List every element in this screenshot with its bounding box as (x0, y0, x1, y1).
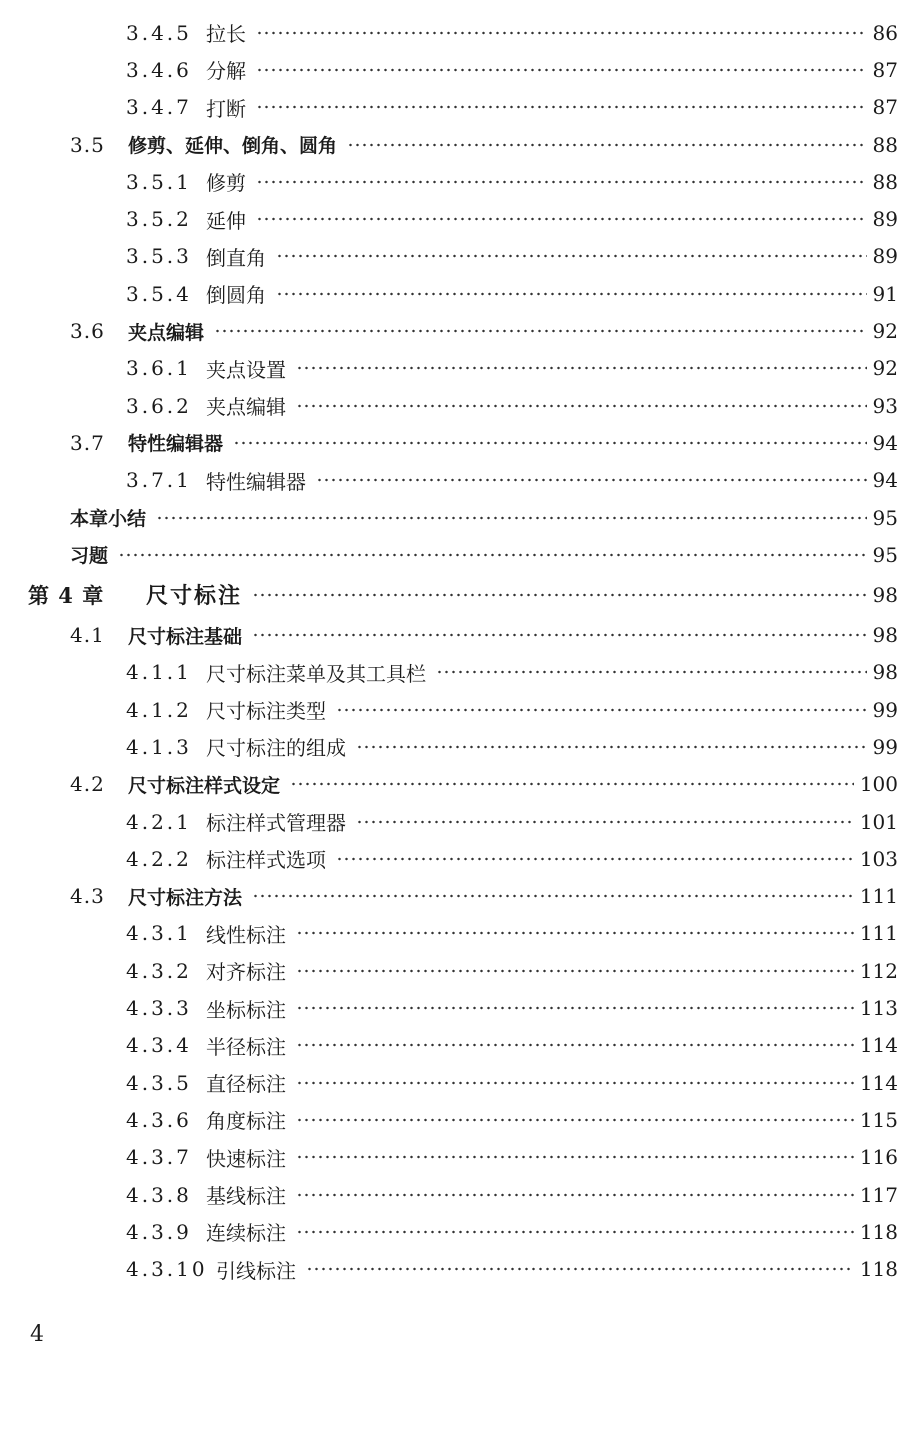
toc-entry-title: 修剪 (206, 171, 246, 196)
toc-entry[interactable] (0, 691, 920, 728)
toc-entry-page: 94 (872, 430, 898, 455)
toc-entry-page: 117 (859, 1182, 898, 1207)
toc-entry-number: 3.6 (70, 319, 105, 344)
toc-entry-title: 快速标注 (206, 1146, 286, 1171)
toc-entry-number: 4.1 (70, 623, 105, 648)
toc-entry-page: 112 (859, 958, 898, 983)
toc-entry-page: 99 (872, 697, 898, 722)
toc-entry-title: 对齐标注 (206, 960, 286, 985)
dot-leader (156, 516, 867, 520)
toc-entry-title: 修剪、延伸、倒角、圆角 (128, 135, 338, 158)
dot-leader (290, 782, 854, 786)
dot-leader (296, 1043, 854, 1047)
toc-entry[interactable] (0, 424, 920, 461)
toc-entry-title: 标注样式管理器 (206, 811, 346, 836)
dot-leader (276, 254, 867, 258)
toc-entry-number: 3.6.1 (126, 356, 192, 381)
toc-entry-number: 4.3 (70, 884, 105, 909)
dot-leader (296, 1081, 854, 1085)
dot-leader (296, 1193, 854, 1197)
toc-entry-number: 3.6.2 (126, 393, 192, 418)
toc-entry[interactable] (0, 14, 920, 51)
toc-entry-number: 3.7.1 (126, 468, 192, 493)
toc-entry-title: 尺寸标注基础 (128, 625, 243, 648)
toc-entry[interactable] (0, 1213, 920, 1250)
toc-entry[interactable] (0, 728, 920, 765)
toc-entry-page: 92 (872, 319, 898, 344)
toc-entry-page: 101 (859, 809, 898, 834)
toc-entry-number: 4.3.3 (126, 996, 192, 1021)
dot-leader (356, 745, 867, 749)
toc-entry-page: 111 (859, 884, 898, 909)
toc-entry[interactable] (0, 536, 920, 573)
toc-entry-title: 夹点设置 (206, 357, 286, 382)
dot-leader (296, 404, 867, 408)
toc-entry-number: 3.4.5 (126, 20, 192, 45)
toc-entry-page: 95 (872, 505, 898, 530)
toc-entry[interactable] (0, 462, 920, 499)
toc-entry-title: 分解 (206, 59, 246, 84)
toc-entry-number: 4.3.5 (126, 1070, 192, 1095)
toc-entry[interactable] (0, 766, 920, 803)
toc-entry-page: 93 (872, 393, 898, 418)
toc-entry-title: 特性编辑器 (206, 469, 306, 494)
toc-entry-title: 直径标注 (206, 1072, 286, 1097)
toc-entry-page: 100 (859, 772, 898, 797)
toc-entry[interactable] (0, 654, 920, 691)
toc-entry-page: 116 (859, 1145, 898, 1170)
toc-entry-title: 尺寸标注类型 (206, 699, 326, 724)
toc-entry[interactable] (0, 275, 920, 312)
dot-leader (256, 180, 867, 184)
toc-entry-number: 3.4.7 (126, 95, 192, 120)
toc-entry[interactable] (0, 1176, 920, 1213)
toc-entry[interactable] (0, 1101, 920, 1138)
dot-leader (214, 329, 867, 333)
toc-entry-number: 4.3.10 (126, 1257, 208, 1282)
toc-entry[interactable] (0, 51, 920, 88)
toc-entry[interactable] (0, 387, 920, 424)
toc-entry-page: 118 (859, 1219, 898, 1244)
toc-entry-page: 89 (872, 244, 898, 269)
dot-leader (118, 553, 867, 557)
toc-entry[interactable] (0, 312, 920, 349)
toc-entry-page: 113 (859, 996, 898, 1021)
toc-entry[interactable] (0, 350, 920, 387)
toc-entry-page: 89 (872, 207, 898, 232)
toc-entry-page: 91 (872, 281, 898, 306)
toc-entry-title: 线性标注 (206, 922, 286, 947)
toc-entry-number: 3.5.2 (126, 207, 192, 232)
toc-entry-title: 尺寸标注菜单及其工具栏 (206, 661, 426, 686)
toc-entry-title: 夹点编辑 (206, 395, 286, 420)
dot-leader (316, 478, 867, 482)
toc-entry-number: 4.3.7 (126, 1145, 192, 1170)
toc-entry-page: 98 (872, 582, 898, 607)
toc-entry[interactable] (0, 238, 920, 275)
toc-entry-title: 延伸 (206, 208, 246, 233)
toc-entry-page: 87 (872, 57, 898, 82)
dot-leader (233, 441, 867, 445)
toc-entry-number: 4.1.1 (126, 660, 192, 685)
toc-entry-number: 4.2.2 (126, 846, 192, 871)
toc-entry-number: 3.5.1 (126, 169, 192, 194)
toc-entry-page: 111 (859, 921, 898, 946)
toc-entry[interactable] (0, 499, 920, 536)
toc-entry-number: 4.3.8 (126, 1182, 192, 1207)
table-of-contents (0, 14, 920, 1288)
toc-entry-page: 86 (872, 20, 898, 45)
toc-entry-title: 夹点编辑 (128, 321, 205, 344)
dot-leader (296, 931, 854, 935)
dot-leader (356, 820, 854, 824)
toc-entry-number: 4.1.2 (126, 697, 192, 722)
toc-entry-title: 倒圆角 (206, 283, 266, 308)
dot-leader (296, 1230, 854, 1234)
toc-entry-title: 倒直角 (206, 245, 266, 270)
toc-entry-page: 88 (872, 132, 898, 157)
toc-entry-title: 习题 (70, 545, 109, 568)
dot-leader (296, 1155, 854, 1159)
toc-entry-number: 3.5.3 (126, 244, 192, 269)
toc-entry[interactable] (0, 126, 920, 163)
dot-leader (252, 593, 867, 597)
toc-entry[interactable] (0, 163, 920, 200)
toc-entry[interactable] (0, 952, 920, 989)
toc-entry[interactable] (0, 989, 920, 1026)
toc-entry-page: 118 (859, 1257, 898, 1282)
toc-entry-title: 引线标注 (216, 1258, 296, 1283)
toc-entry-page: 99 (872, 734, 898, 759)
dot-leader (276, 292, 867, 296)
toc-entry[interactable] (0, 1027, 920, 1064)
toc-entry-title: 特性编辑器 (128, 433, 224, 456)
toc-entry-page: 88 (872, 169, 898, 194)
toc-entry[interactable] (0, 200, 920, 237)
dot-leader (296, 969, 854, 973)
toc-entry-page: 114 (859, 1070, 898, 1095)
toc-entry-title: 打断 (206, 96, 246, 121)
dot-leader (256, 105, 867, 109)
toc-entry-title: 尺寸标注的组成 (206, 736, 346, 761)
toc-entry-title: 半径标注 (206, 1034, 286, 1059)
toc-entry-number: 第 4 章 (28, 582, 105, 608)
toc-entry-page: 115 (859, 1107, 898, 1132)
toc-entry-page: 95 (872, 542, 898, 567)
toc-entry[interactable] (0, 1064, 920, 1101)
dot-leader (336, 708, 867, 712)
dot-leader (252, 894, 854, 898)
toc-entry-title: 拉长 (206, 22, 246, 47)
dot-leader (252, 633, 867, 637)
toc-entry-number: 4.3.4 (126, 1033, 192, 1058)
toc-entry-number: 4.1.3 (126, 734, 192, 759)
dot-leader (296, 366, 867, 370)
toc-entry-number: 4.2 (70, 772, 105, 797)
toc-entry-number: 3.7 (70, 430, 105, 455)
toc-entry-number: 3.5.4 (126, 281, 192, 306)
toc-entry-title: 尺寸标注 (146, 583, 243, 610)
toc-entry[interactable] (0, 1139, 920, 1176)
toc-entry-title: 尺寸标注方法 (128, 886, 243, 909)
toc-entry[interactable] (0, 840, 920, 877)
toc-entry-title: 本章小结 (70, 508, 147, 530)
toc-entry-title: 尺寸标注样式设定 (128, 774, 281, 797)
toc-entry[interactable] (0, 803, 920, 840)
toc-entry[interactable] (0, 1251, 920, 1288)
toc-entry-page: 98 (872, 660, 898, 685)
toc-entry-number: 3.5 (70, 132, 105, 157)
dot-leader (256, 217, 867, 221)
toc-entry[interactable] (0, 573, 920, 616)
toc-entry-page: 98 (872, 623, 898, 648)
toc-entry-number: 3.4.6 (126, 57, 192, 82)
toc-entry-number: 4.3.1 (126, 921, 192, 946)
toc-entry-title: 标注样式选项 (206, 848, 326, 873)
toc-entry-number: 4.2.1 (126, 809, 192, 834)
toc-entry-number: 4.3.9 (126, 1219, 192, 1244)
toc-entry-title: 基线标注 (206, 1184, 286, 1209)
toc-entry[interactable] (0, 915, 920, 952)
dot-leader (296, 1118, 854, 1122)
toc-entry-number: 4.3.6 (126, 1107, 192, 1132)
dot-leader (336, 857, 854, 861)
dot-leader (347, 143, 867, 147)
toc-entry-number: 4.3.2 (126, 958, 192, 983)
page-number: 4 (30, 1322, 44, 1347)
toc-entry-page: 92 (872, 356, 898, 381)
dot-leader (256, 31, 867, 35)
toc-entry[interactable] (0, 878, 920, 915)
toc-entry-title: 坐标标注 (206, 997, 286, 1022)
dot-leader (436, 670, 867, 674)
toc-entry[interactable] (0, 89, 920, 126)
toc-entry-page: 103 (859, 846, 898, 871)
toc-entry-page: 94 (872, 468, 898, 493)
toc-entry-page: 87 (872, 95, 898, 120)
toc-entry-page: 114 (859, 1033, 898, 1058)
dot-leader (296, 1006, 854, 1010)
dot-leader (256, 68, 867, 72)
toc-entry-title: 连续标注 (206, 1221, 286, 1246)
toc-entry-title: 角度标注 (206, 1109, 286, 1134)
toc-entry[interactable] (0, 616, 920, 653)
dot-leader (306, 1267, 854, 1271)
